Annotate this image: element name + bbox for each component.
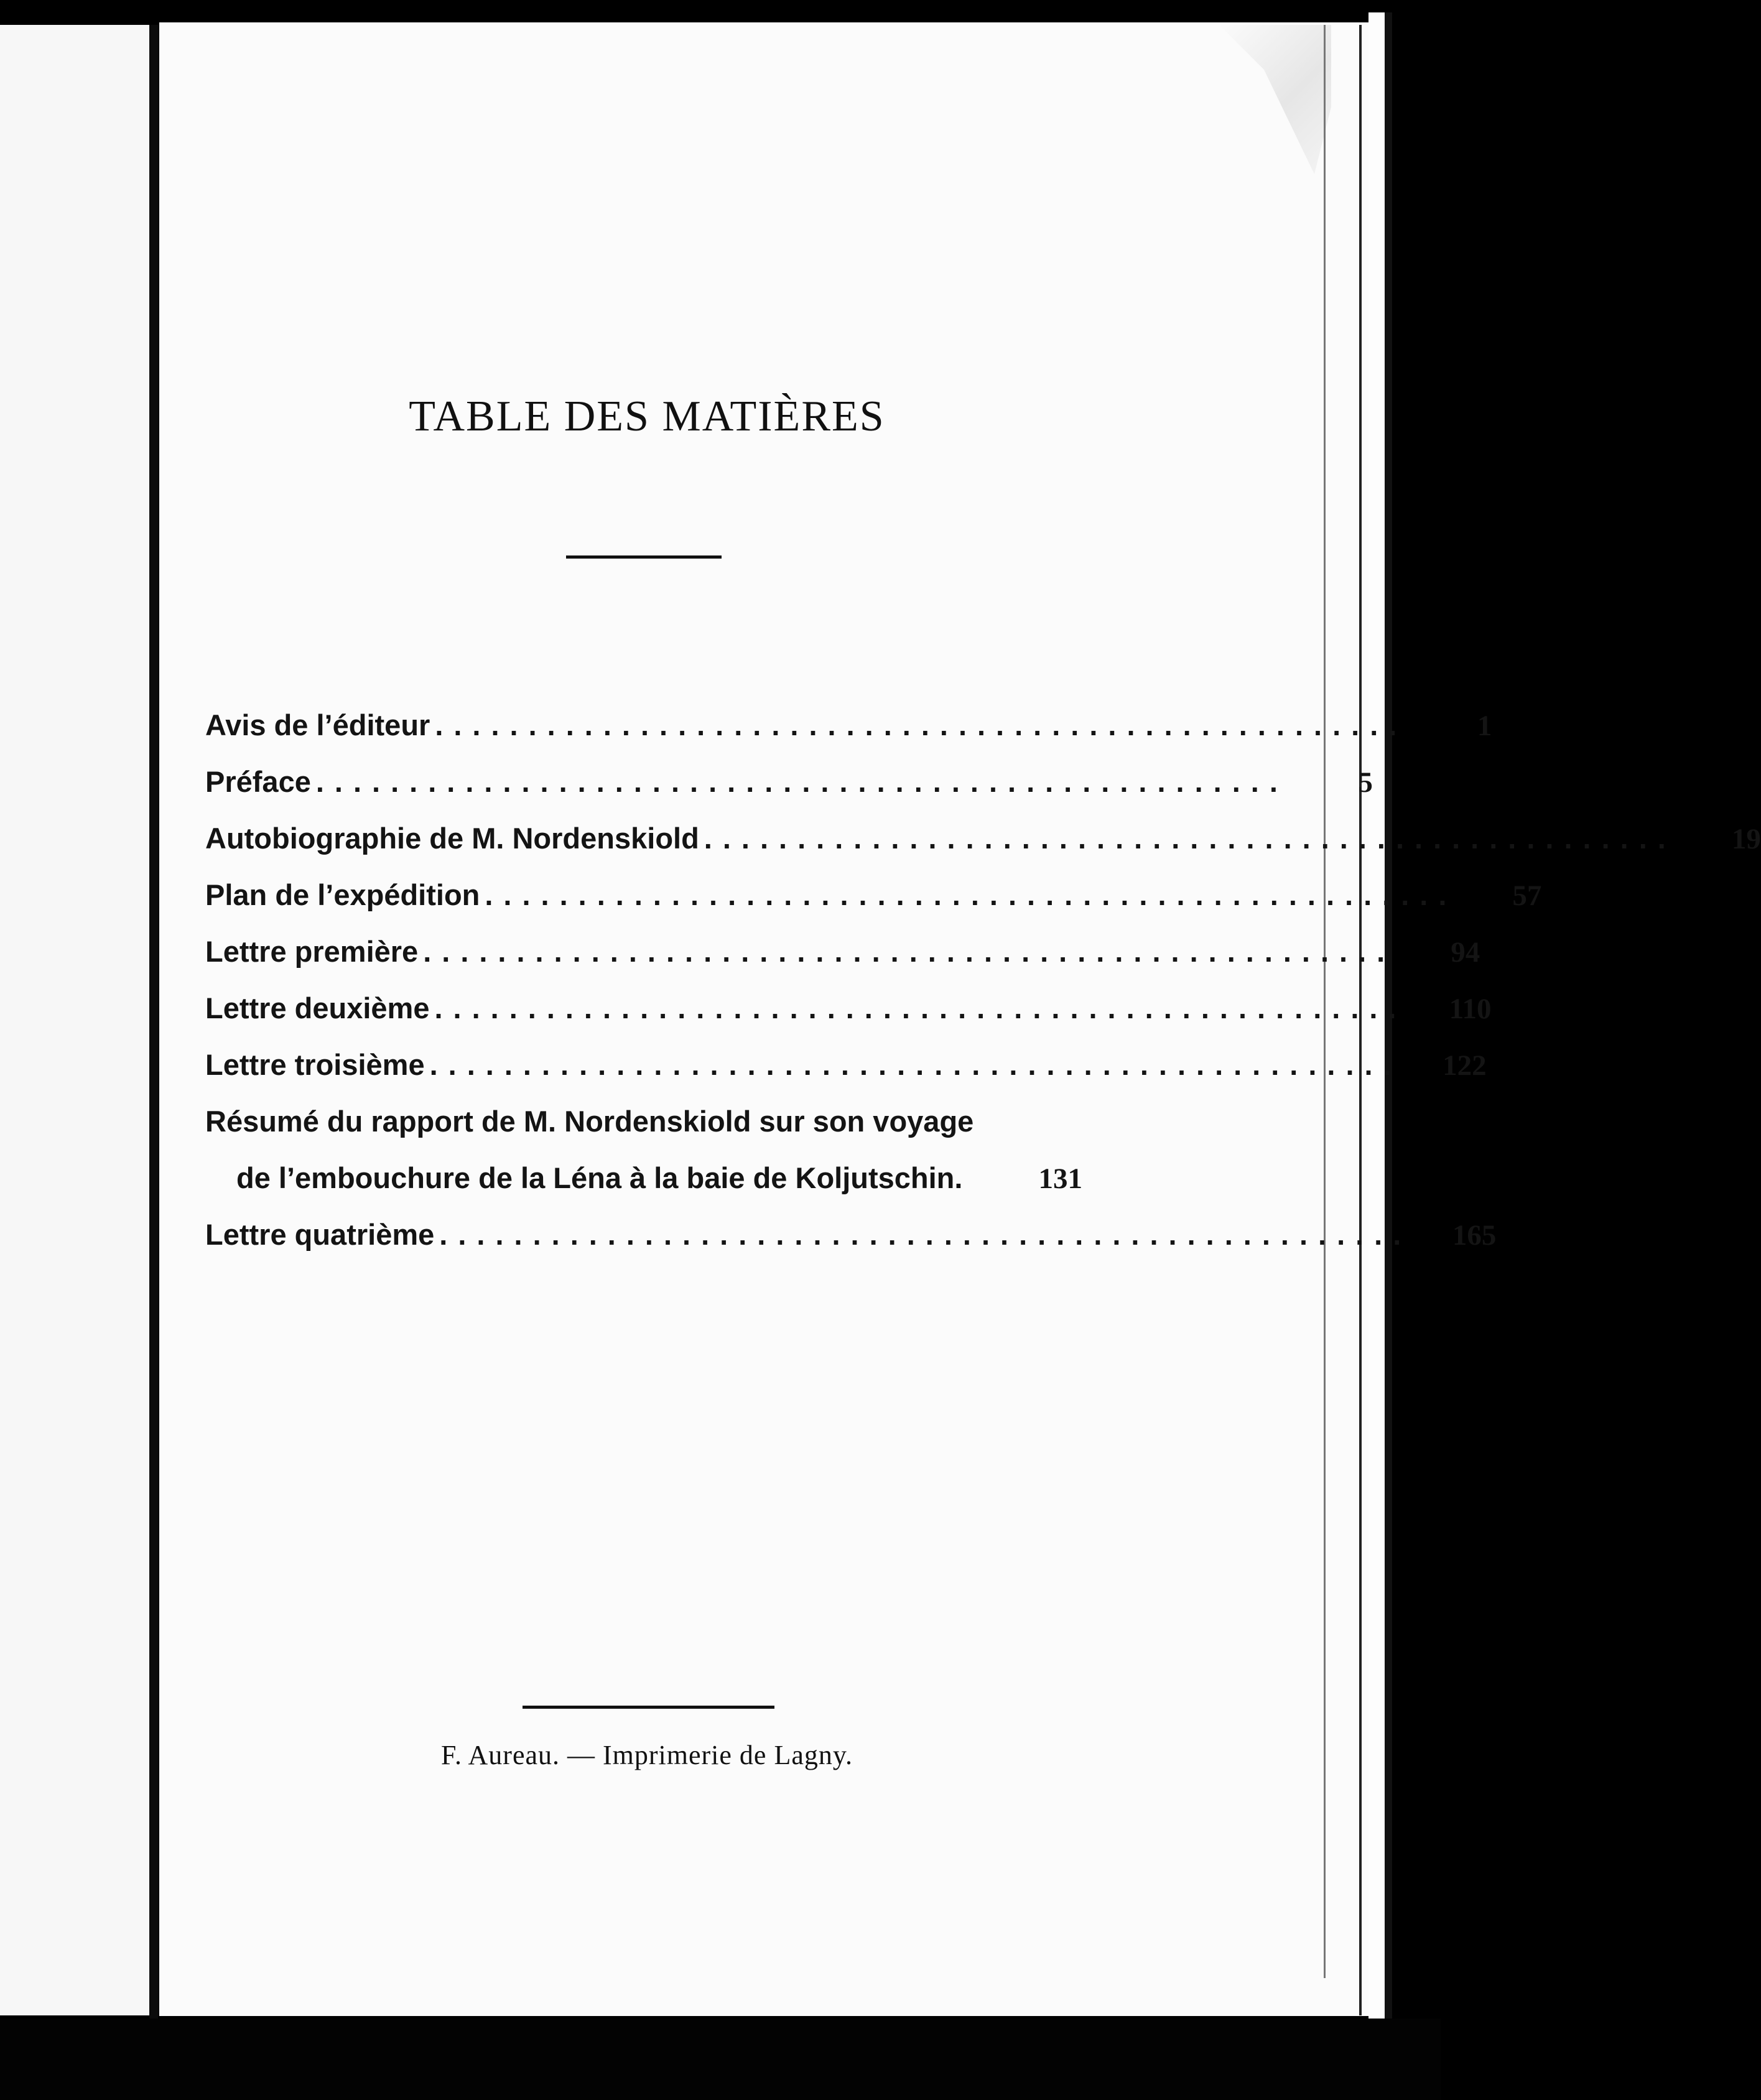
toc-entry [205, 878, 1542, 934]
toc-leader-dots: .................................................... [429, 1048, 1402, 1081]
toc-entry [205, 1048, 1487, 1104]
book-spine [149, 25, 158, 2019]
toc-leader-dots: .................................................... [423, 935, 1396, 968]
toc-leader-dots: .................................................... [315, 765, 1288, 798]
page-title: TABLE DES MATIÈRES [409, 393, 885, 440]
toc-entry-page: 122 [1443, 1049, 1487, 1082]
toc-leader-dots: .................................................... [435, 709, 1408, 741]
toc-entry-title: Plan de l’expédition [205, 878, 480, 911]
toc-entry [205, 934, 1480, 991]
footer-rule [523, 1706, 774, 1709]
toc-entry-title: Résumé du rapport de M. Nordenskiold sur son voyage [205, 1105, 974, 1138]
toc-entry-title: Lettre troisième [205, 1048, 425, 1081]
left-page-margin [0, 25, 156, 2015]
toc-entry-page: 1 [1477, 710, 1492, 742]
table-of-contents [205, 708, 1761, 1274]
toc-entry [205, 708, 1492, 764]
toc-leader-dots: .................................................... [704, 822, 1676, 855]
toc-leader-dots: .................................................... [439, 1218, 1412, 1251]
printer-imprint: F. Aureau. — Imprimerie de Lagny. [441, 1740, 853, 1770]
toc-entry-title: Lettre deuxième [205, 992, 430, 1024]
title-rule [566, 555, 722, 559]
toc-entry-title-line2: de l’embouchure de la Léna à la baie de Koljutschin. [236, 1161, 963, 1194]
toc-entry-page: 110 [1449, 993, 1492, 1025]
toc-entry [205, 991, 1492, 1048]
toc-leader-dots: .................................................... [434, 992, 1407, 1024]
toc-entry-page: 57 [1512, 880, 1542, 912]
toc-entry-title: Lettre première [205, 935, 419, 968]
toc-entry-continuation [205, 1161, 1082, 1217]
scan-bottom-border [0, 2019, 1441, 2100]
toc-entry-page: 165 [1452, 1219, 1497, 1252]
toc-entry [205, 1217, 1497, 1274]
toc-entry-title: Préface [205, 765, 311, 798]
toc-entry-page: 131 [1038, 1163, 1082, 1195]
toc-entry [205, 821, 1761, 878]
toc-entry [205, 764, 1373, 821]
toc-entry [205, 1104, 1082, 1161]
toc-entry-page: 94 [1451, 936, 1480, 969]
toc-entry-page: 5 [1358, 766, 1373, 799]
toc-entry-title: Autobiographie de M. Nordenskiold [205, 822, 699, 855]
toc-entry-title: Avis de l’éditeur [205, 709, 430, 741]
toc-leader-dots: .................................................... [485, 878, 1457, 911]
toc-entry-title: Lettre quatrième [205, 1218, 435, 1251]
toc-entry-page: 19 [1731, 823, 1761, 855]
